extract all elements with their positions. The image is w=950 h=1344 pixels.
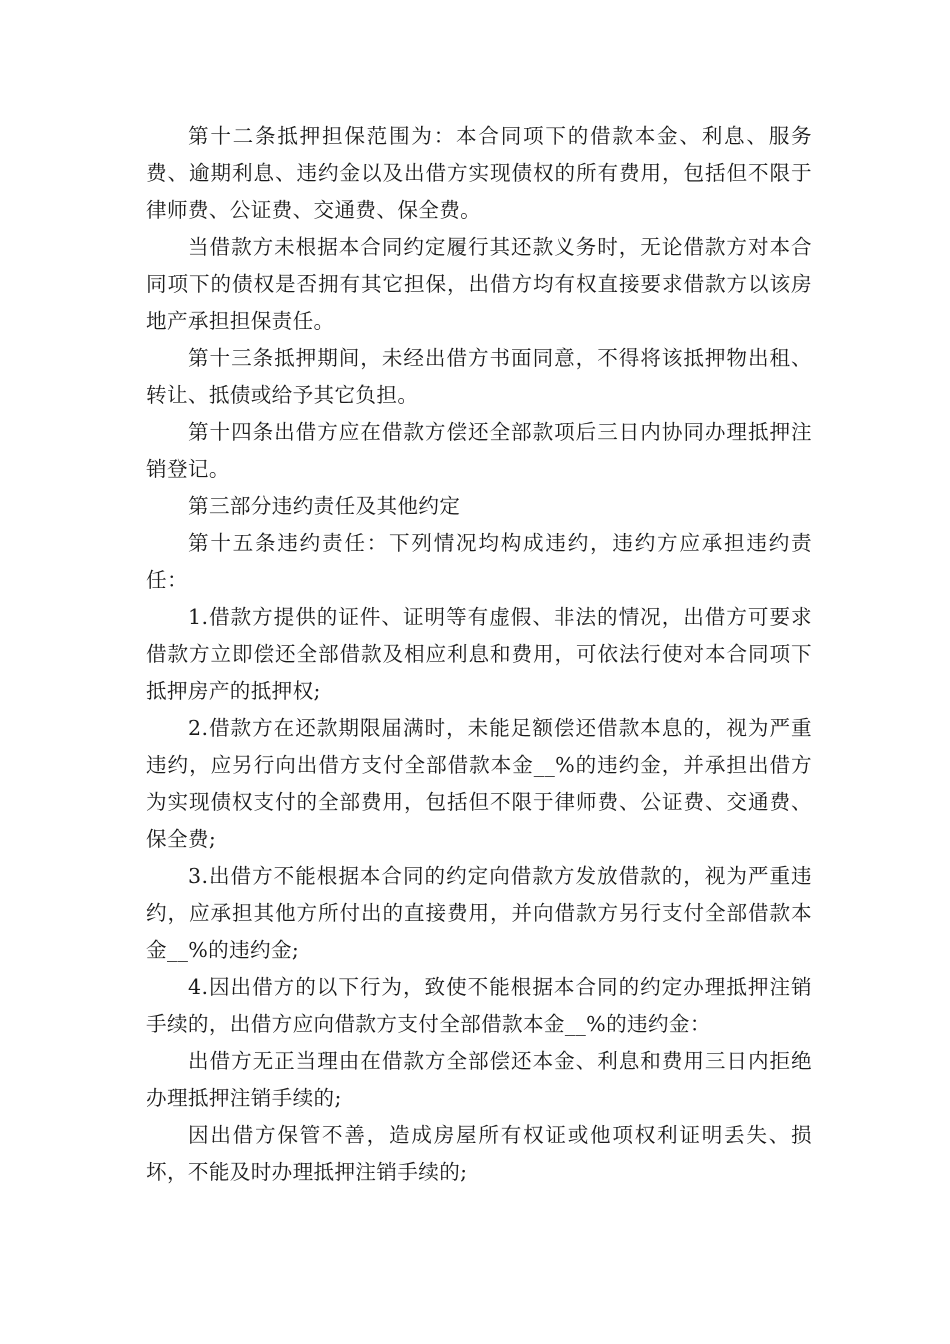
list-item-1: 1.借款方提供的证件、证明等有虚假、非法的情况，出借方可要求借款方立即偿还全部借款及相应利息和费用，可依法行使对本合同项下抵押房产的抵押权; (146, 605, 812, 703)
list-item-3: 3.出借方不能根据本合同的约定向借款方发放借款的，视为严重违约，应承担其他方所付出的直接费用，并向借款方另行支付全部借款本金__%的违约金; (146, 864, 812, 962)
paragraph-article-15: 第十五条违约责任：下列情况均构成违约，违约方应承担违约责任： (146, 531, 812, 592)
paragraph-article-12: 第十二条抵押担保范围为：本合同项下的借款本金、利息、服务费、逾期利息、违约金以及出借方实现债权的所有费用，包括但不限于律师费、公证费、交通费、保全费。 (146, 124, 812, 222)
list-item-4: 4.因出借方的以下行为，致使不能根据本合同的约定办理抵押注销手续的，出借方应向借款方支付全部借款本金__%的违约金： (146, 975, 812, 1036)
paragraph-article-13: 第十三条抵押期间，未经出借方书面同意，不得将该抵押物出租、转让、抵债或给予其它负担。 (146, 346, 812, 407)
paragraph-guarantee-liability: 当借款方未根据本合同约定履行其还款义务时，无论借款方对本合同项下的债权是否拥有其它担保，出借方均有权直接要求借款方以该房地产承担担保责任。 (146, 235, 812, 333)
list-item-2: 2.借款方在还款期限届满时，未能足额偿还借款本息的，视为严重违约，应另行向出借方支付全部借款本金__%的违约金，并承担出借方为实现债权支付的全部费用，包括但不限于律师费、公证费、交通费、保全费; (146, 716, 812, 851)
document-body (146, 118, 812, 1191)
sub-item-lost-certificate: 因出借方保管不善，造成房屋所有权证或他项权利证明丢失、损坏，不能及时办理抵押注销手续的; (146, 1123, 812, 1184)
section-heading-part-3: 第三部分违约责任及其他约定 (188, 494, 461, 518)
paragraph-article-14: 第十四条出借方应在借款方偿还全部款项后三日内协同办理抵押注销登记。 (146, 420, 812, 481)
sub-item-refuse-cancellation: 出借方无正当理由在借款方全部偿还本金、利息和费用三日内拒绝办理抵押注销手续的; (146, 1049, 812, 1110)
